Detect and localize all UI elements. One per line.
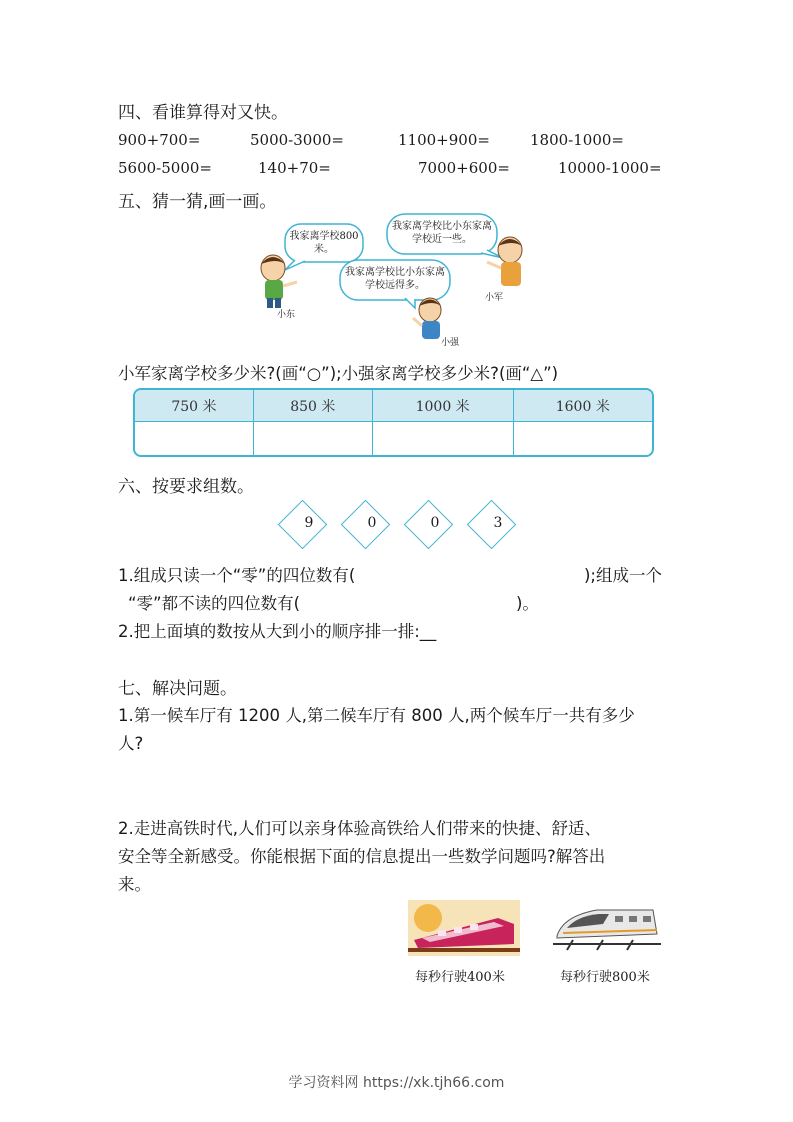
calc-item: 900+700= (118, 131, 201, 149)
name-xiaodong: 小东 (277, 310, 296, 320)
calc-item: 1100+900= (398, 131, 490, 149)
red-train-image (408, 900, 520, 956)
answer-cell[interactable] (373, 422, 514, 455)
calc-item: 5000-3000= (250, 131, 344, 149)
train-1-caption: 每秒行驶400米 (415, 970, 505, 985)
train-2-caption: 每秒行驶800米 (560, 970, 650, 985)
table-header-cell: 1600 米 (514, 390, 652, 422)
answer-cell[interactable] (135, 422, 254, 455)
problem-7-2-line-1: 2.走进高铁时代,人们可以亲身体验高铁给人们带来的快捷、舒适、 (118, 819, 601, 838)
kids-illustration (255, 210, 535, 350)
digit-card-value: 0 (430, 515, 440, 531)
bubble-xiaodong: 我家离学校800米。 (289, 231, 359, 255)
calc-item: 7000+600= (418, 159, 510, 177)
distance-question: 小军家离学校多少米?(画“○”);小强家离学校多少米?(画“△”) (118, 364, 559, 383)
digit-card-value: 9 (304, 515, 314, 531)
section-4-title: 四、看谁算得对又快。 (118, 103, 288, 123)
section-7-title: 七、解决问题。 (118, 679, 237, 699)
bubble-xiaojun: 我家离学校比小东家离学校近一些。 (392, 221, 492, 245)
name-xiaoqiang: 小强 (441, 338, 460, 348)
section-5-title: 五、猜一猜,画一画。 (118, 192, 277, 212)
table-header-cell: 750 米 (135, 390, 254, 422)
digit-card-value: 3 (493, 515, 503, 531)
answer-cell[interactable] (254, 422, 373, 455)
bullet-train-image (553, 900, 661, 956)
calc-item: 1800-1000= (530, 131, 624, 149)
bullet-train-drawing (553, 900, 661, 956)
section-6-title: 六、按要求组数。 (118, 477, 254, 497)
name-xiaojun: 小军 (485, 293, 504, 303)
problem-7-1-line-2: 人? (118, 734, 144, 753)
question-6-2: 2.把上面填的数按从大到小的顺序排一排:__ (118, 622, 437, 641)
table-answer-row (135, 422, 652, 455)
table-header-cell: 1000 米 (373, 390, 514, 422)
answer-cell[interactable] (514, 422, 652, 455)
question-6-1-part-d: )。 (516, 594, 539, 613)
bubble-xiaoqiang: 我家离学校比小东家离学校远得多。 (345, 267, 445, 291)
problem-7-2-line-3: 来。 (118, 875, 151, 894)
question-6-1-part-b: );组成一个 (584, 566, 662, 585)
problem-7-1-line-1: 1.第一候车厅有 1200 人,第二候车厅有 800 人,两个候车厅一共有多少 (118, 706, 635, 725)
calc-item: 140+70= (258, 159, 331, 177)
red-train-drawing (408, 900, 520, 956)
table-header-cell: 850 米 (254, 390, 373, 422)
footer-watermark: 学习资料网 https://xk.tjh66.com (288, 1075, 505, 1091)
digit-card-value: 0 (367, 515, 377, 531)
problem-7-2-line-2: 安全等全新感受。你能根据下面的信息提出一些数学问题吗?解答出 (118, 847, 606, 866)
calc-item: 10000-1000= (558, 159, 662, 177)
table-header-row (135, 390, 652, 422)
question-6-1-part-a: 1.组成只读一个“零”的四位数有( (118, 566, 356, 585)
question-6-1-part-c: “零”都不读的四位数有( (128, 594, 301, 613)
distance-table (133, 388, 654, 457)
calc-item: 5600-5000= (118, 159, 212, 177)
